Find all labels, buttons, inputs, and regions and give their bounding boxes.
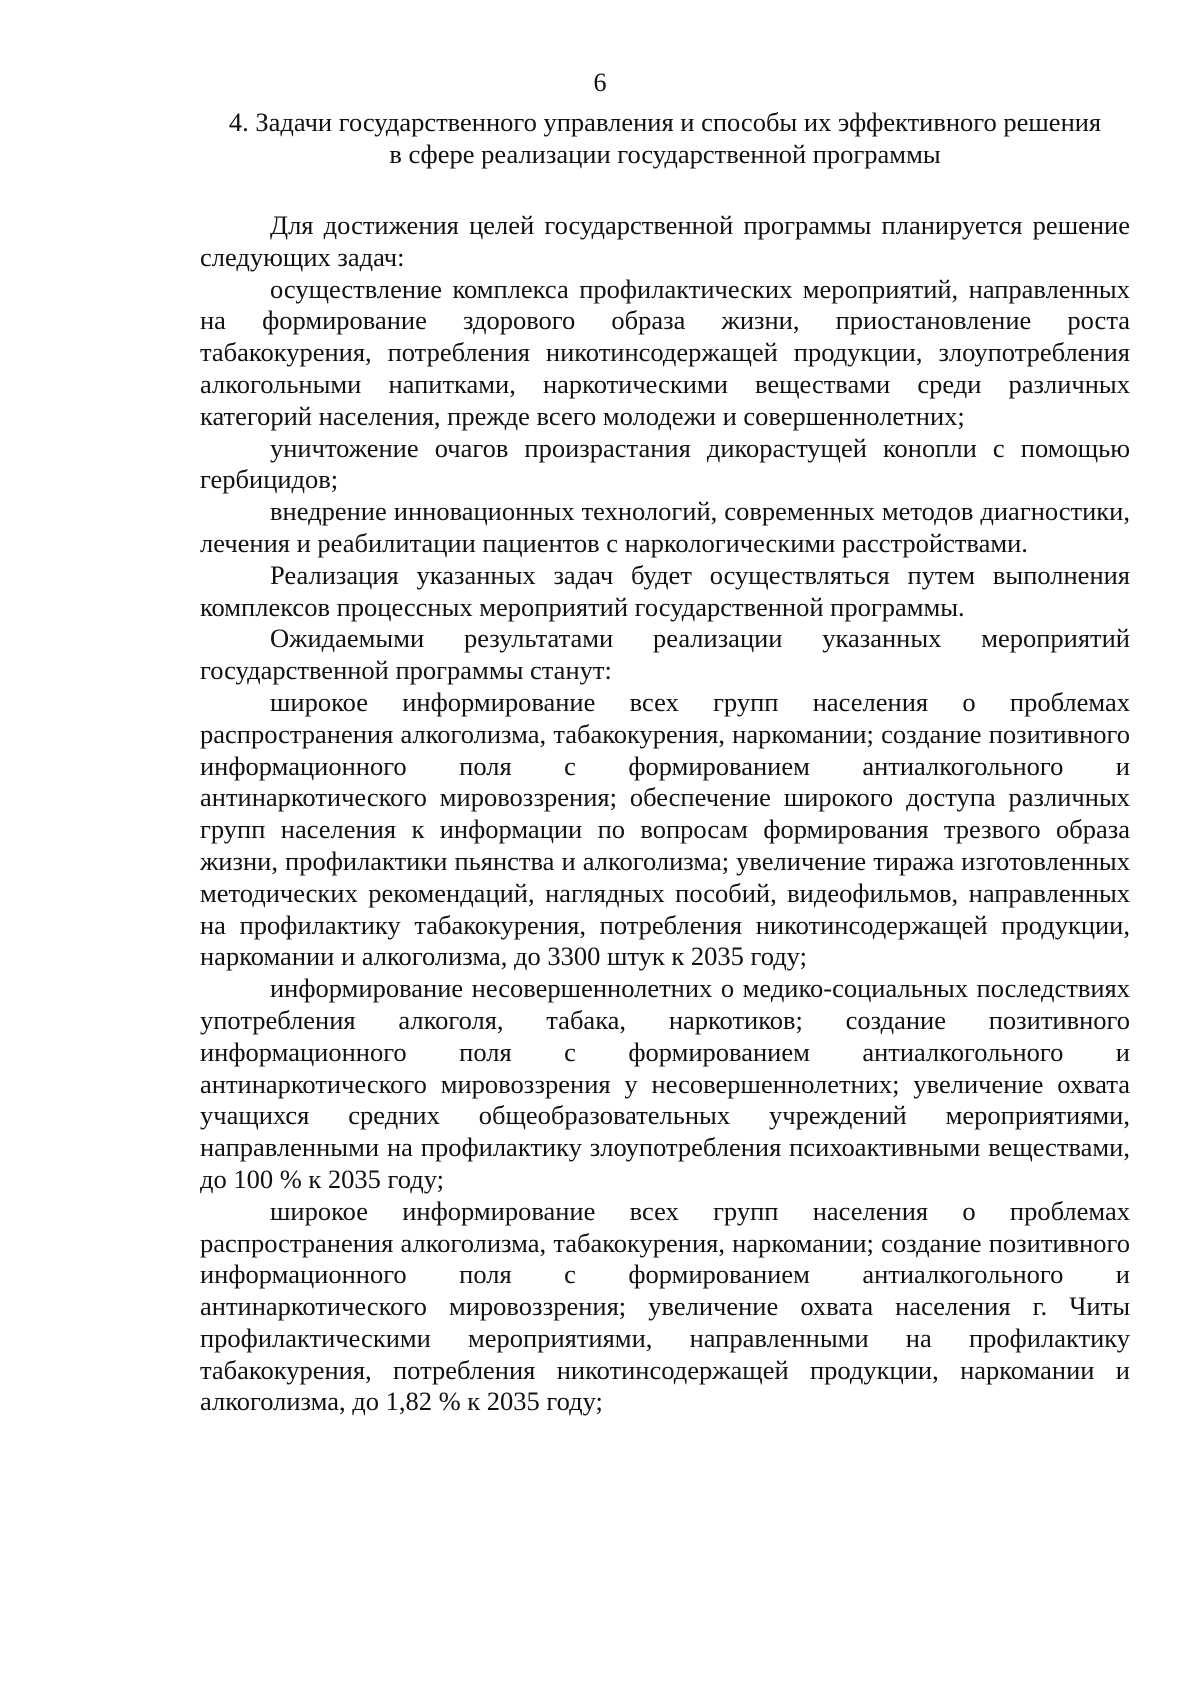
section-heading [200, 106, 1130, 170]
paragraph-result-public-information: широкое информирование всех групп населения о проблемах распространения алкоголизма, табакокурения, наркомании; создание позитивного информационного поля с формированием антиалкогольного и антинаркотического мировоззрения; обеспечение широкого доступа различных групп населения к информации по вопросам формирования трезвого образа жизни, профилактики пьянства и алкоголизма; увеличение тиража изготовленных методических рекомендаций, наглядных пособий, видеофильмов, направленных на профилактику табакокурения, потребления никотинсодержащей продукции, наркомании и алкоголизма, до 3300 штук к 2035 году; [200, 686, 1130, 972]
paragraph-task-prevention: осуществление комплекса профилактических мероприятий, направленных на формирование здорового образа жизни, приостановление роста табакокурения, потребления никотинсодержащей продукции, злоупотребления алкогольными напитками, наркотическими веществами среди различных категорий населения, прежде всего молодежи и совершеннолетних; [200, 273, 1130, 431]
page-number: 6 [593, 68, 607, 97]
paragraph-result-chita-coverage: широкое информирование всех групп населения о проблемах распространения алкоголизма, табакокурения, наркомании; создание позитивного информационного поля с формированием антиалкогольного и антинаркотического мировоззрения; увеличение охвата населения г. Читы профилактическими мероприятиями, направленными на профилактику табакокурения, потребления никотинсодержащей продукции, наркомании и алкоголизма, до 1,82 % к 2035 году; [200, 1195, 1130, 1417]
document-body [200, 210, 1130, 1418]
paragraph-result-minors-information: информирование несовершеннолетних о медико-социальных последствиях употребления алкоголя, табака, наркотиков; создание позитивного информационного поля с формированием антиалкогольного и антинаркотического мировоззрения у несовершеннолетних; увеличение охвата учащихся средних общеобразовательных учреждений мероприятиями, направленными на профилактику злоупотребления психоактивными веществами, до 100 % к 2035 году; [200, 973, 1130, 1194]
section-heading-line-1: 4. Задачи государственного управления и способы их эффективного решения [228, 107, 1102, 137]
section-heading-line-2: в сфере реализации государственной программы [389, 139, 941, 169]
paragraph-implementation: Реализация указанных задач будет осуществляться путем выполнения комплексов процессных мероприятий государственной программы. [200, 559, 1130, 622]
paragraph-intro: Для достижения целей государственной программы планируется решение следующих задач: [200, 210, 1130, 272]
paragraph-expected-results: Ожидаемыми результатами реализации указанных мероприятий государственной программы станут: [200, 623, 1130, 686]
paragraph-task-innovation: внедрение инновационных технологий, современных методов диагностики, лечения и реабилитации пациентов с наркологическими расстройствами. [200, 496, 1130, 558]
paragraph-task-hemp-destruction: уничтожение очагов произрастания дикорастущей конопли с помощью гербицидов; [200, 432, 1130, 495]
